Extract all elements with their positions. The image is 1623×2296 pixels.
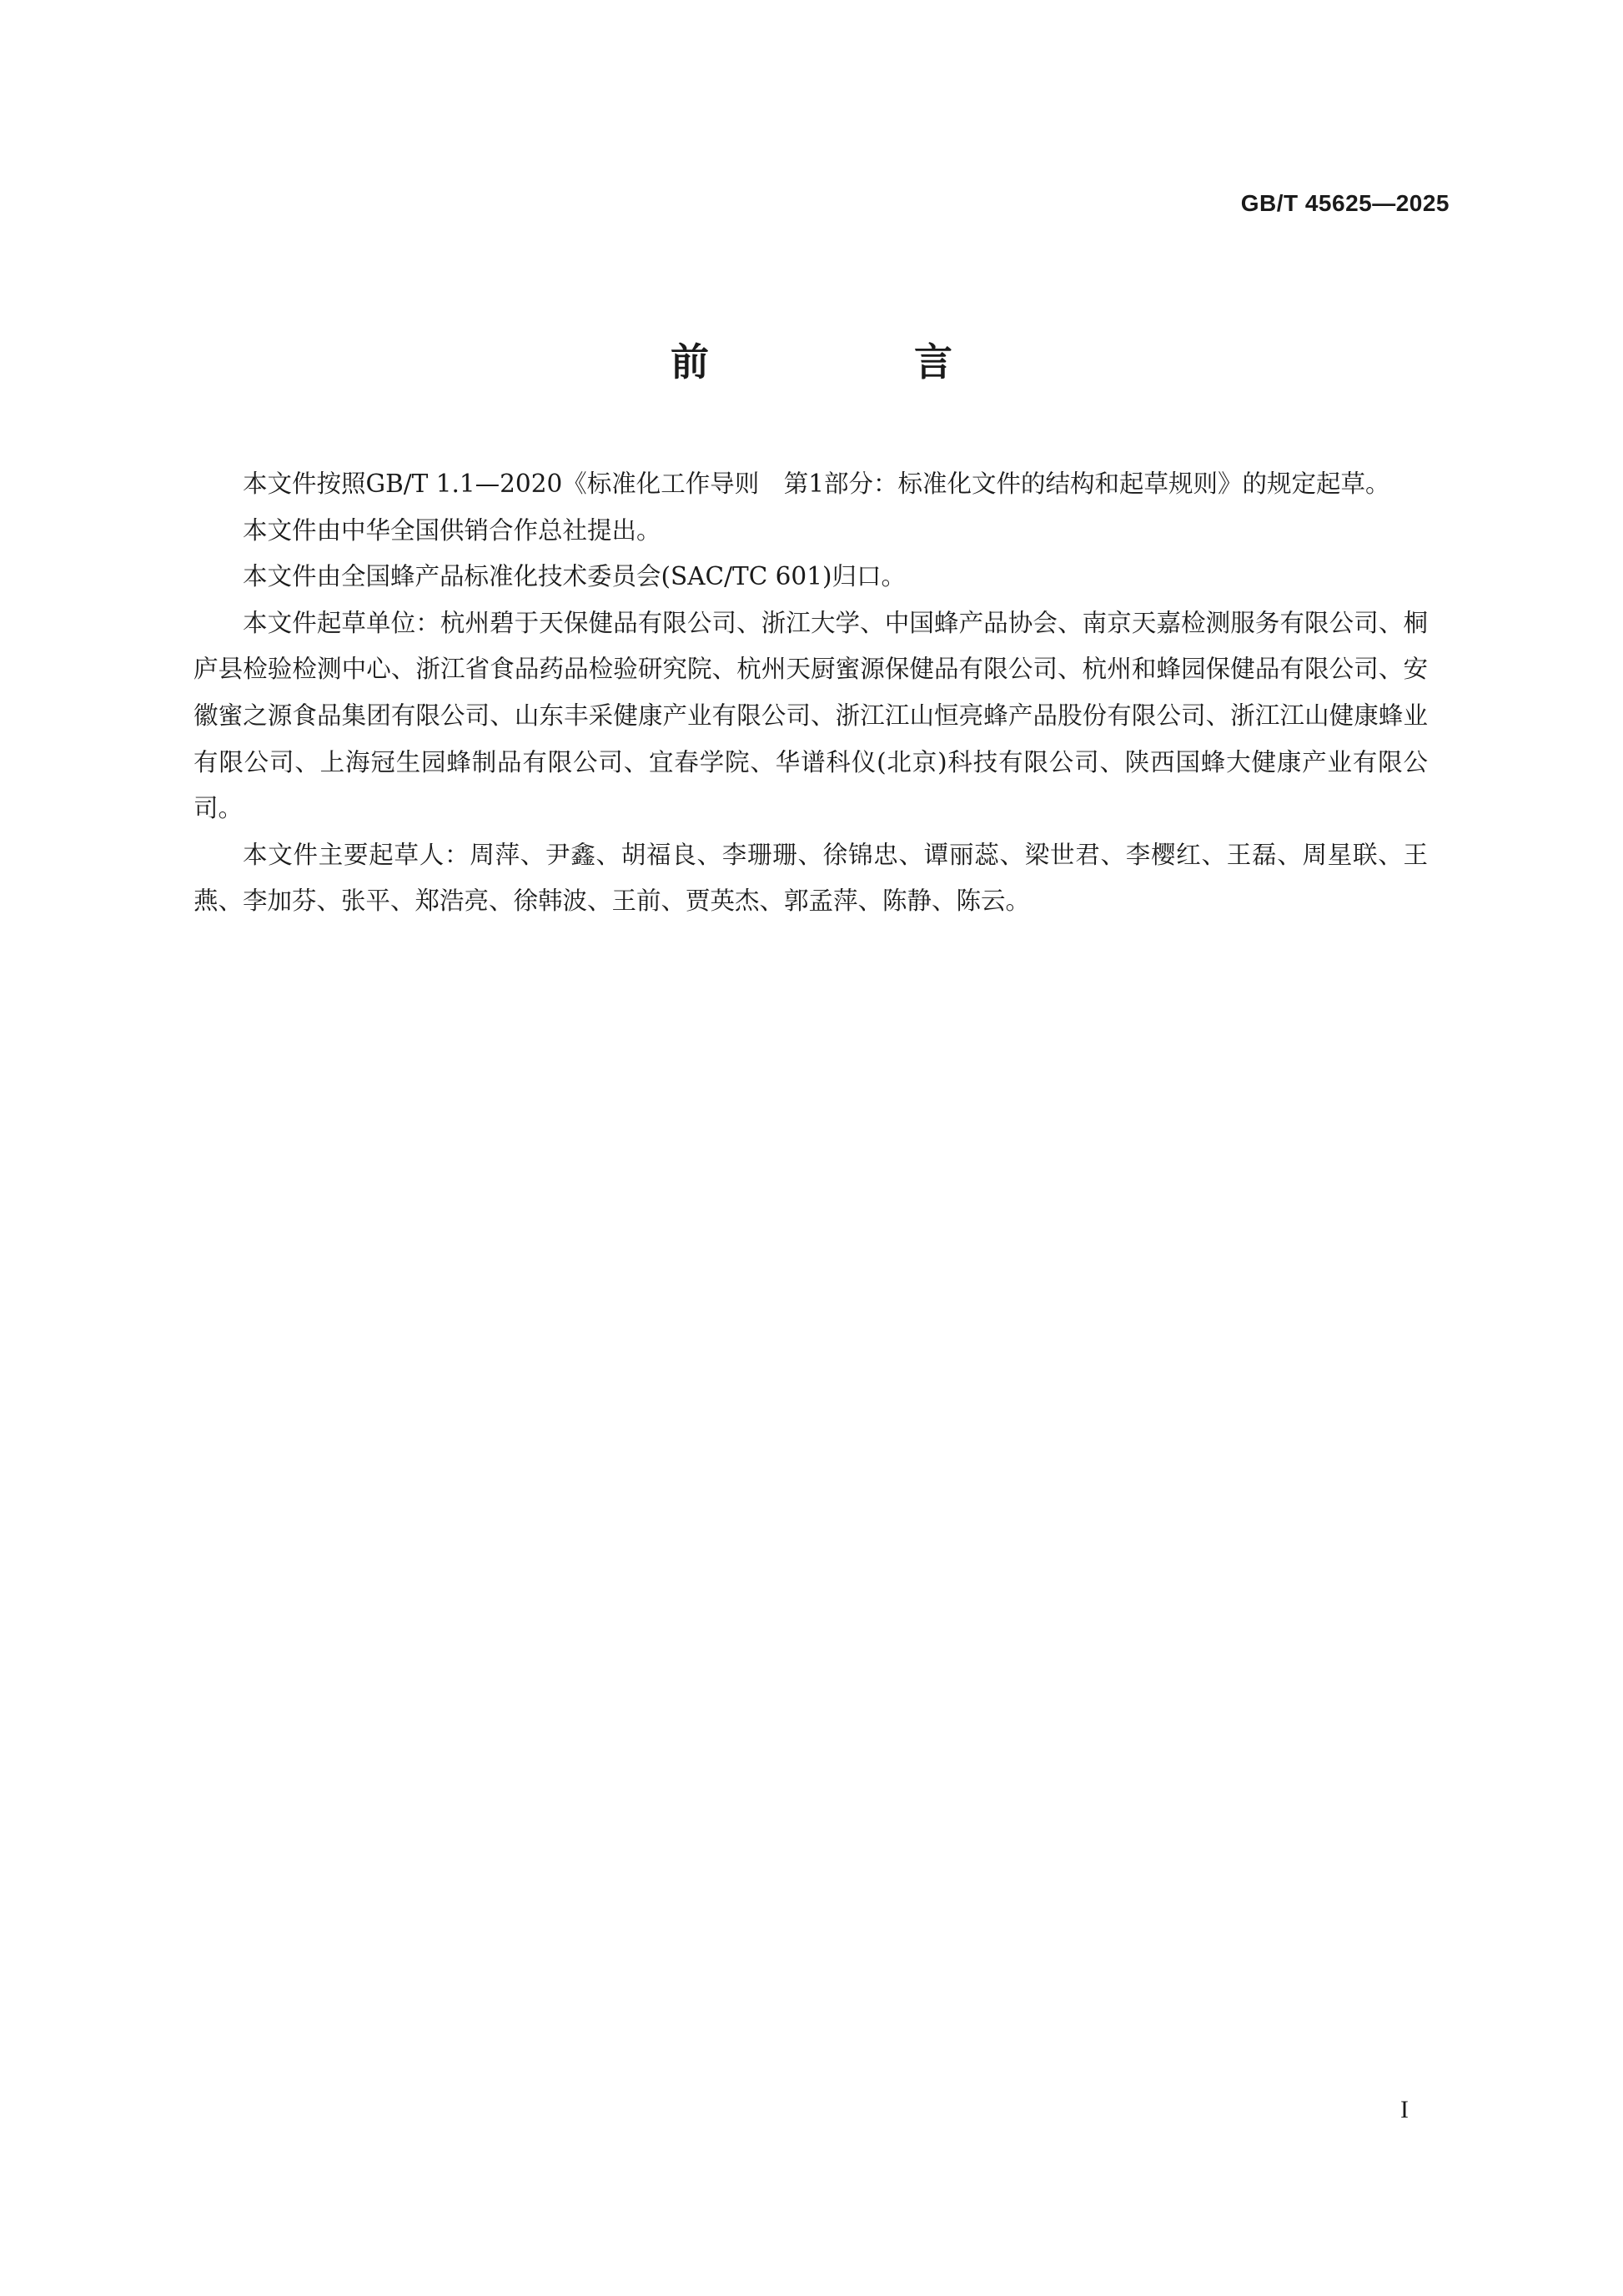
paragraph-drafting-units: 本文件起草单位：杭州碧于天保健品有限公司、浙江大学、中国蜂产品协会、南京天嘉检测服务有限公司、桐庐县检验检测中心、浙江省食品药品检验研究院、杭州天厨蜜源保健品有限公司、杭州和蜂园保健品有限公司、安徽蜜之源食品集团有限公司、山东丰采健康产业有限公司、浙江江山恒亮蜂产品股份有限公司、浙江江山健康蜂业有限公司、上海冠生园蜂制品有限公司、宜春学院、华谱科仪(北京)科技有限公司、陕西国蜂大健康产业有限公司。 <box>193 608 1428 823</box>
paragraph-drafting-rules: 本文件按照GB/T 1.1—2020《标准化工作导则 第1部分：标准化文件的结构和起草规则》的规定起草。 <box>243 470 1390 498</box>
preface-body <box>193 461 1428 925</box>
paragraph-proposer: 本文件由中华全国供销合作总社提出。 <box>243 515 661 545</box>
paragraph-committee: 本文件由全国蜂产品标准化技术委员会(SAC/TC 601)归口。 <box>243 562 906 591</box>
standard-code: GB/T 45625—2025 <box>1240 190 1450 216</box>
page-title: 前 言 <box>671 339 1036 384</box>
paragraph-drafters: 本文件主要起草人：周萍、尹鑫、胡福良、李珊珊、徐锦忠、谭丽蕊、梁世君、李樱红、王磊、周星联、王燕、李加芬、张平、郑浩亮、徐韩波、王前、贾英杰、郭孟萍、陈静、陈云。 <box>193 840 1428 916</box>
page-number: I <box>1400 2096 1409 2123</box>
